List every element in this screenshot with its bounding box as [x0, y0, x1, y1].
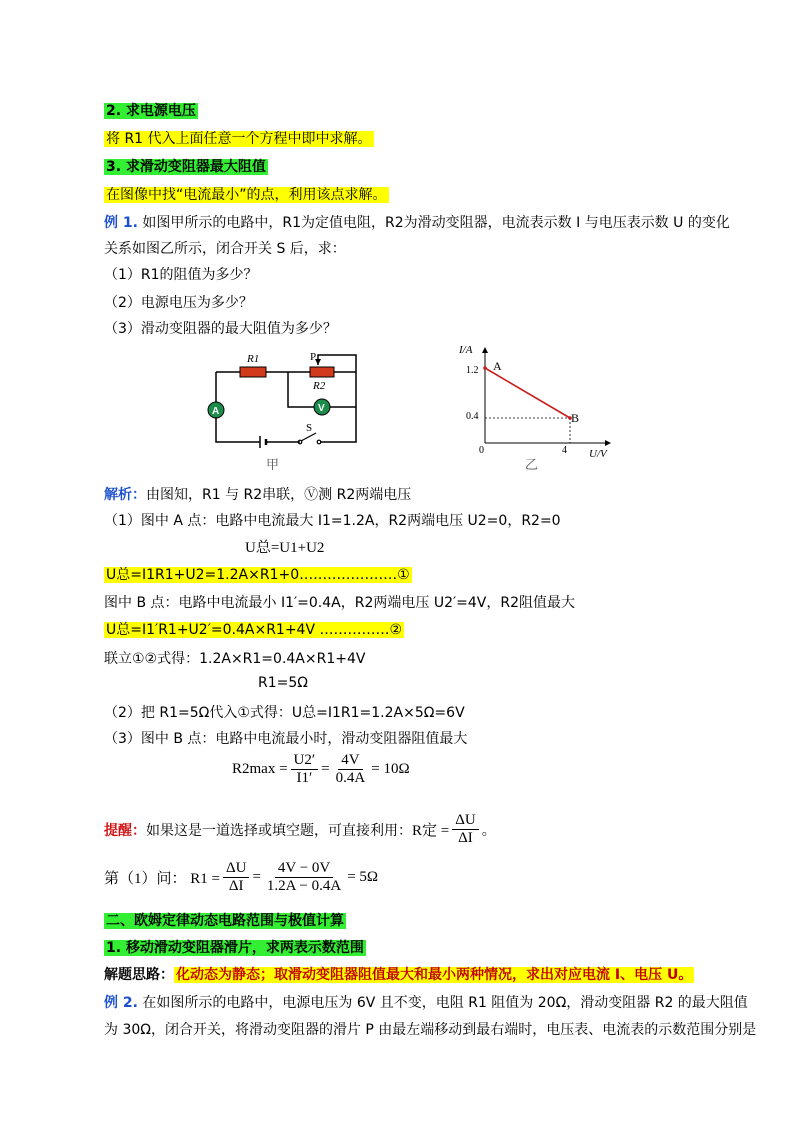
r2max-num2: 4V	[338, 752, 362, 770]
heading-3: 3. 求滑动变阻器最大阻值	[106, 159, 266, 175]
q1-fraction-1	[223, 860, 249, 895]
example1-q1: （1）R1的阻值为多少？	[104, 267, 258, 283]
tip-fraction	[452, 812, 478, 847]
example2-text1: 在如图所示的电路中，电源电压为 6V 且不变，电阻 R1 阻值为 20Ω，滑动变阻器 R2 的最大阻值	[142, 995, 748, 1011]
analysis-eq1: U总=U1+U2	[245, 540, 325, 556]
example1-text1: 如图甲所示的电路中，R1为定值电阻，R2为滑动变阻器，电流表示数 I 与电压表示数 U 的变化	[142, 215, 730, 231]
q1-num2: 4V − 0V	[275, 860, 333, 878]
example1-text2: 关系如图乙所示，闭合开关 S 后，求：	[104, 241, 346, 257]
circuit-caption: 甲	[266, 458, 280, 473]
tip-line	[104, 812, 496, 847]
tip-lhs: R定 =	[412, 823, 450, 839]
ammeter-icon: A	[212, 406, 220, 417]
analysis-eq2: U总=I1R1+U2=1.2A×R1+0…………………①	[106, 567, 410, 583]
idea-label: 解题思路：	[104, 967, 174, 983]
r2max-den2: 0.4A	[335, 770, 366, 786]
section-2-heading: 二、欧姆定律动态电路范围与极值计算	[106, 913, 344, 929]
example2-label: 例 2.	[104, 995, 138, 1011]
r2max-result: = 10Ω	[371, 761, 410, 777]
analysis-line	[104, 484, 411, 504]
analysis-text: 由图知，R1 与 R2串联，Ⓥ测 R2两端电压	[146, 487, 412, 503]
r2max-den1: I1′	[296, 770, 313, 786]
q1-calc: 第（1）问： R1 = $\frac{\Delta U}{\Delta I}$ = $\frac{4V - 0V}{1.2A - 0.4A}$ = 5Ω	[104, 860, 379, 894]
line-r1: 将 R1 代入上面任意一个方程中即中求解。	[106, 131, 372, 147]
q1-den2: 1.2A − 0.4A	[266, 878, 342, 894]
r2max-fraction-2	[333, 752, 369, 787]
tip-text: 如果这是一道选择或填空题，可直接利用：	[146, 822, 412, 839]
heading-s1: 1. 移动滑动变阻器滑片，求两表示数范围	[106, 940, 364, 956]
r1-label: R1	[247, 353, 260, 365]
y-tick-0-4: 0.4	[466, 411, 479, 422]
circuit-diagram	[200, 345, 380, 473]
voltmeter-icon: V	[318, 403, 325, 414]
analysis-p2: （2）把 R1=5Ω代入①式得：U总=I1R1=1.2A×5Ω=6V	[104, 705, 465, 721]
analysis-eq3: U总=I1′R1+U2′=0.4A×R1+4V ……………②	[106, 622, 403, 638]
analysis-combine: 联立①②式得：1.2A×R1=0.4A×R1+4V	[104, 651, 366, 667]
x-tick-0: 0	[479, 445, 484, 456]
q1-calc-lhs: 第（1）问： R1 =	[104, 871, 220, 887]
tip-den: ΔI	[458, 830, 473, 846]
tip-label: 提醒：	[104, 822, 146, 839]
idea-text: 化动态为静态；取滑动变阻器阻值最大和最小两种情况，求出对应电流 I、电压 U。	[176, 967, 693, 983]
example1-q3: （3）滑动变阻器的最大阻值为多少？	[104, 321, 337, 337]
tip-end: 。	[481, 822, 496, 839]
analysis-pb: 图中 B 点：电路中电流最小 I1′=0.4A，R2两端电压 U2′=4V，R2阻值最大	[104, 595, 576, 611]
r2max-fraction-1	[291, 752, 319, 787]
y-axis-label: I/A	[459, 344, 473, 356]
data-line	[485, 368, 570, 418]
r2max-formula: R2max = $\frac{U2'}{I1'}$ = $\frac{4V}{0.4A}$ = 10Ω	[232, 752, 410, 786]
example2-line1	[104, 992, 748, 1012]
r2-label: R2	[313, 380, 326, 392]
example1-line1	[104, 212, 730, 232]
analysis-r1-result: R1=5Ω	[258, 675, 308, 691]
example1-q2: （2）电源电压为多少？	[104, 295, 253, 311]
p-label: P	[310, 351, 317, 363]
point-b-label: B	[571, 411, 580, 425]
point-a	[483, 366, 487, 370]
r2max-lhs: R2max =	[232, 761, 288, 777]
example2-text2: 为 30Ω，闭合开关，将滑动变阻器的滑片 P 由最左端移动到最右端时，电压表、电流表的示数范围分别是	[104, 1022, 757, 1038]
tip-num: ΔU	[452, 812, 478, 830]
switch-label: S	[306, 422, 313, 434]
analysis-label: 解析：	[104, 487, 146, 503]
y-tick-1-2: 1.2	[466, 365, 479, 376]
point-a-label: A	[493, 359, 502, 373]
iu-graph	[455, 340, 620, 475]
q1-fraction-2	[264, 860, 344, 895]
x-axis-label: U/V	[589, 448, 607, 460]
graph-caption: 乙	[525, 458, 539, 473]
q1-num1: ΔU	[223, 860, 249, 878]
idea-line	[104, 964, 694, 984]
line-find: 在图像中找“电流最小”的点，利用该点求解。	[106, 187, 387, 203]
q1-den1: ΔI	[228, 878, 244, 894]
r2max-num1: U2′	[291, 752, 319, 770]
example1-label: 例 1.	[104, 215, 138, 231]
x-tick-4: 4	[562, 445, 567, 456]
q1-result: = 5Ω	[347, 869, 379, 885]
heading-2: 2. 求电源电压	[106, 103, 196, 119]
analysis-p3: （3）图中 B 点：电路中电流最小时，滑动变阻器阻值最大	[104, 731, 468, 747]
analysis-p1: （1）图中 A 点：电路中电流最大 I1=1.2A，R2两端电压 U2=0，R2=0	[104, 513, 561, 529]
